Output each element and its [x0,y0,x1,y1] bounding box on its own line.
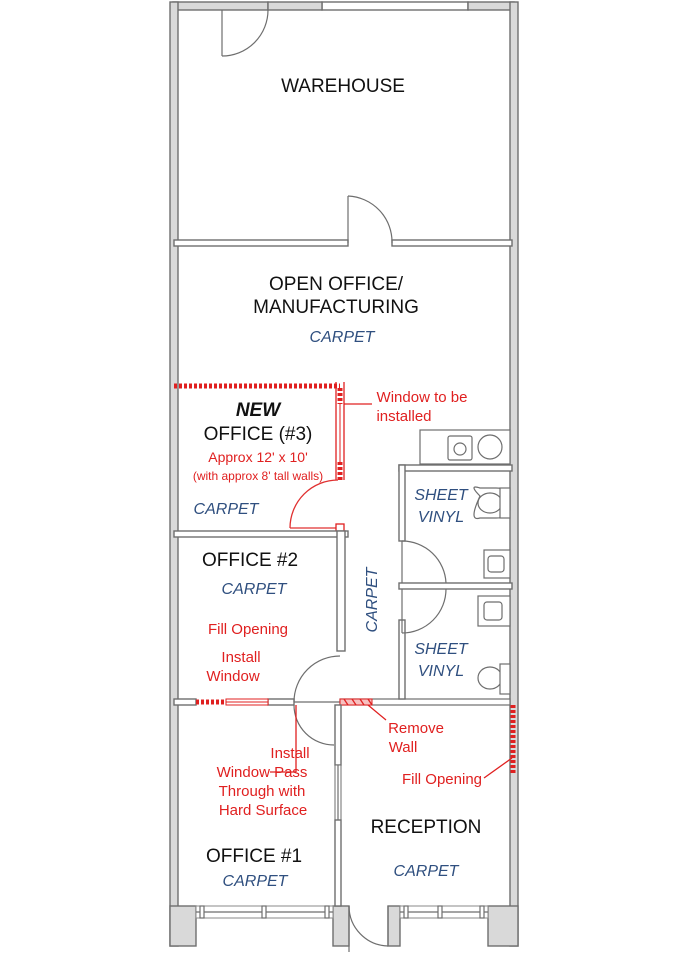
office3-floor: CARPET [193,501,259,518]
note-pass-through-line2: Window Pass [216,764,308,781]
reception-floor: CARPET [393,863,459,880]
note-fill-opening-reception: Fill Opening [401,771,483,788]
note-pass-through-line3: Through with [218,783,306,800]
break-counter [420,430,510,464]
open-office-floor: CARPET [309,329,375,346]
open-office-label-line2: MANUFACTURING [253,297,419,318]
office3-size: Approx 12' x 10' [208,449,308,465]
note-window-installed-line1: Window to be [376,389,468,406]
front-entry-door [349,906,388,952]
office3-new-label: NEW [235,400,281,421]
office3-walls-note: (with approx 8' tall walls) [192,469,324,483]
reception-label: RECEPTION [370,817,482,838]
warehouse-label: WAREHOUSE [281,76,405,97]
restroom-upper-floor-line2: VINYL [417,509,465,526]
note-remove-wall-line1: Remove [388,720,444,737]
warehouse-door [222,10,268,56]
open-office-label-line1: OPEN OFFICE/ [268,274,404,295]
restroom-lower-floor-line1: SHEET [414,641,468,658]
note-install-window-line1: Install [221,649,261,666]
note-window-installed-line2: installed [376,408,432,425]
note-pass-through-line1: Install [270,745,310,762]
note-remove-wall-line2: Wall [388,739,418,756]
office3-label: OFFICE (#3) [203,424,313,445]
note-pass-through-line4: Hard Surface [218,802,308,819]
upper-restroom-fixtures [474,487,510,578]
restroom-upper-floor-line1: SHEET [414,487,468,504]
office1-label: OFFICE #1 [205,846,303,867]
warehouse-wall [174,196,512,246]
office2-label: OFFICE #2 [201,550,299,571]
hallway-floor: CARPET [364,567,381,633]
office1-floor: CARPET [222,873,288,890]
note-install-window-line2: Window [206,668,260,685]
lower-restroom-fixtures [478,596,510,694]
note-fill-opening-office2: Fill Opening [207,621,289,638]
restroom-lower-floor-line2: VINYL [417,663,465,680]
office2-floor: CARPET [221,581,287,598]
